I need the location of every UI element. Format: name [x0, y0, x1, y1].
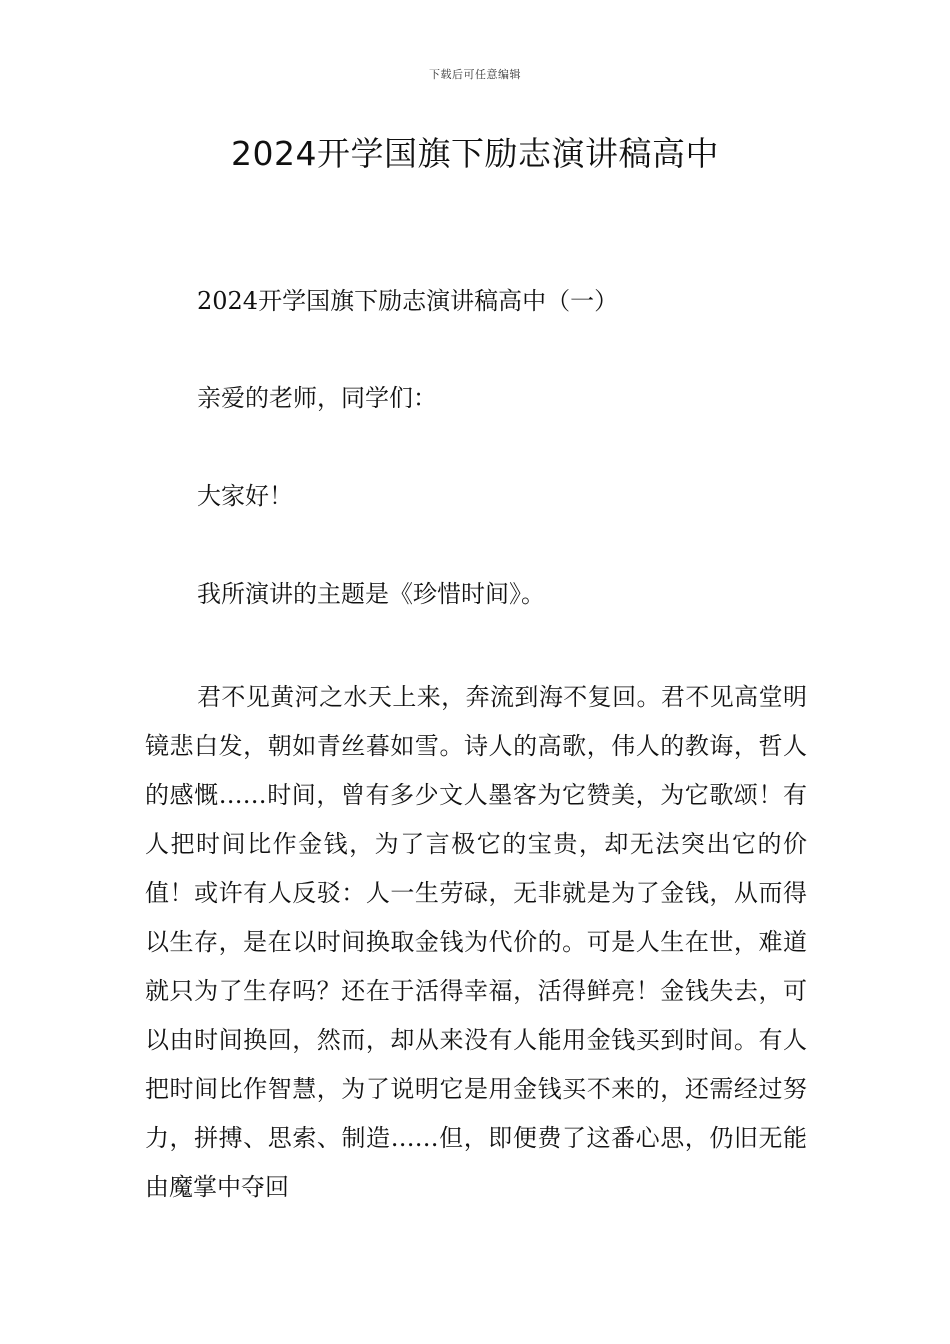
page-header-note: 下载后可任意编辑: [429, 68, 521, 81]
greeting-paragraph: 大家好！: [197, 482, 293, 510]
topic-paragraph: 我所演讲的主题是《珍惜时间》。: [197, 580, 545, 608]
salutation-paragraph: 亲爱的老师，同学们：: [197, 384, 437, 412]
body-paragraph: 君不见黄河之水天上来，奔流到海不复回。君不见高堂明镜悲白发，朝如青丝暮如雪。诗人的高歌，伟人的教诲，哲人的感慨……时间，曾有多少文人墨客为它赞美，为它歌颂！有人把时间比作金钱，为了言极它的宝贵，却无法突出它的价值！或许有人反驳：人一生劳碌，无非就是为了金钱，从而得以生存，是在以时间换取金钱为代价的。可是人生在世，难道就只为了生存吗？还在于活得幸福，活得鲜亮！金钱失去，可以由时间换回，然而，却从来没有人能用金钱买到时间。有人把时间比作智慧，为了说明它是用金钱买不来的，还需经过努力，拼搏、思索、制造……但，即便费了这番心思，仍旧无能由魔掌中夺回: [145, 683, 807, 1201]
section-subtitle: 2024开学国旗下励志演讲稿高中（一）: [197, 287, 619, 315]
document-title: 2024开学国旗下励志演讲稿高中: [231, 134, 719, 173]
